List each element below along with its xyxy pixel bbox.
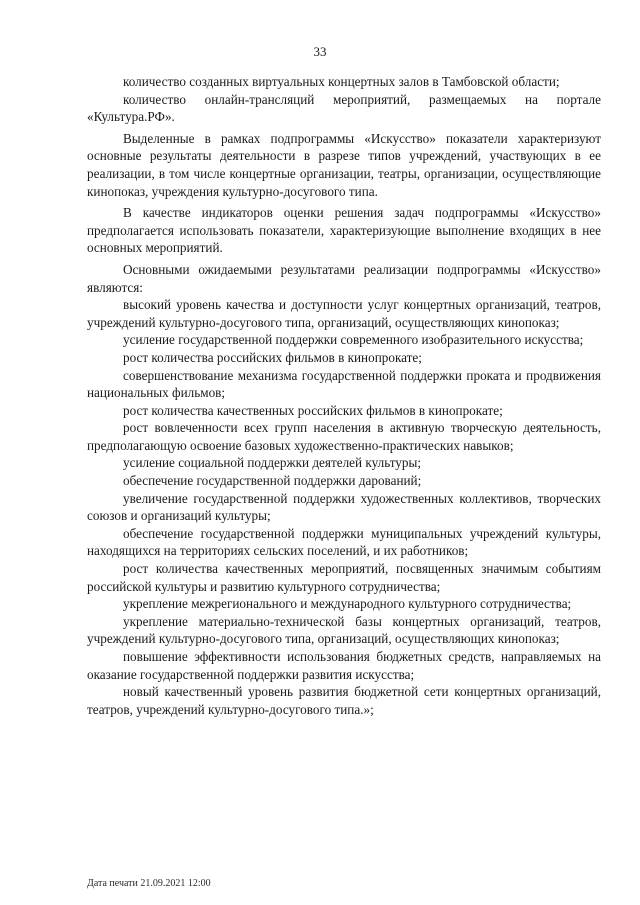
list-item: усиление государственной поддержки современного изобразительного искусства; — [123, 332, 584, 348]
list-item: совершенствование механизма государственной поддержки проката и продвижения национальных фильмов; — [87, 367, 601, 401]
paragraph: количество онлайн-трансляций мероприятий, размещаемых на портале «Культура.РФ». — [87, 91, 601, 125]
paragraph: Выделенные в рамках подпрограммы «Искусство» показатели характеризуют основные результаты деятельности в разрезе типов учреждений, участвующих в ее реализации, в том числе концертные организации, театры, организации, осуществляющие кинопоказ, учреждения культурно-досугового типа. — [87, 130, 601, 199]
paragraph: количество созданных виртуальных концертных залов в Тамбовской области; — [123, 74, 560, 89]
list-item: рост количества российских фильмов в кинопрокате; — [123, 349, 422, 365]
list-item: рост количества качественных мероприятий, посвященных значимым событиям российской культуры и развитию культурного сотрудничества; — [87, 561, 601, 594]
list-item: новый качественный уровень развития бюджетной сети концертных организаций, театров, учреждений культурно-досугового типа.»; — [87, 684, 601, 717]
list-item: усиление социальной поддержки деятелей культуры; — [123, 455, 422, 471]
document-body — [87, 73, 601, 718]
list-item: укрепление межрегионального и международного культурного сотрудничества; — [123, 596, 572, 612]
list-item: рост вовлеченности всех групп населения в активную творческую деятельность, предполагающую освоение базовых художественно-практических навыков; — [87, 420, 601, 453]
print-date: Дата печати 21.09.2021 12:00 — [87, 878, 211, 889]
list-item: укрепление материально-технической базы концертных организаций, театров, учреждений культурно-досугового типа, организаций, осуществляющих кинопоказ; — [87, 613, 601, 647]
page-number: 33 — [313, 44, 327, 59]
paragraph: Основными ожидаемыми результатами реализации подпрограммы «Искусство» являются: — [87, 261, 601, 295]
paragraph: В качестве индикаторов оценки решения задач подпрограммы «Искусство» предполагается использовать показатели, характеризующие выполнение входящих в нее основных мероприятий. — [87, 205, 601, 256]
list-item: увеличение государственной поддержки художественных коллективов, творческих союзов и организаций культуры; — [87, 490, 601, 524]
list-item: повышение эффективности использования бюджетных средств, направляемых на оказание государственной поддержки развития искусства; — [87, 649, 601, 682]
list-item: обеспечение государственной поддержки муниципальных учреждений культуры, находящихся на территориях сельских поселений, и их работников; — [87, 525, 601, 559]
list-item: обеспечение государственной поддержки дарований; — [123, 473, 422, 489]
list-item: высокий уровень качества и доступности услуг концертных организаций, театров, учреждений культурно-досугового типа, организаций, осуществляющих кинопоказ; — [87, 297, 601, 330]
list-item: рост количества качественных российских фильмов в кинопрокате; — [123, 402, 503, 418]
